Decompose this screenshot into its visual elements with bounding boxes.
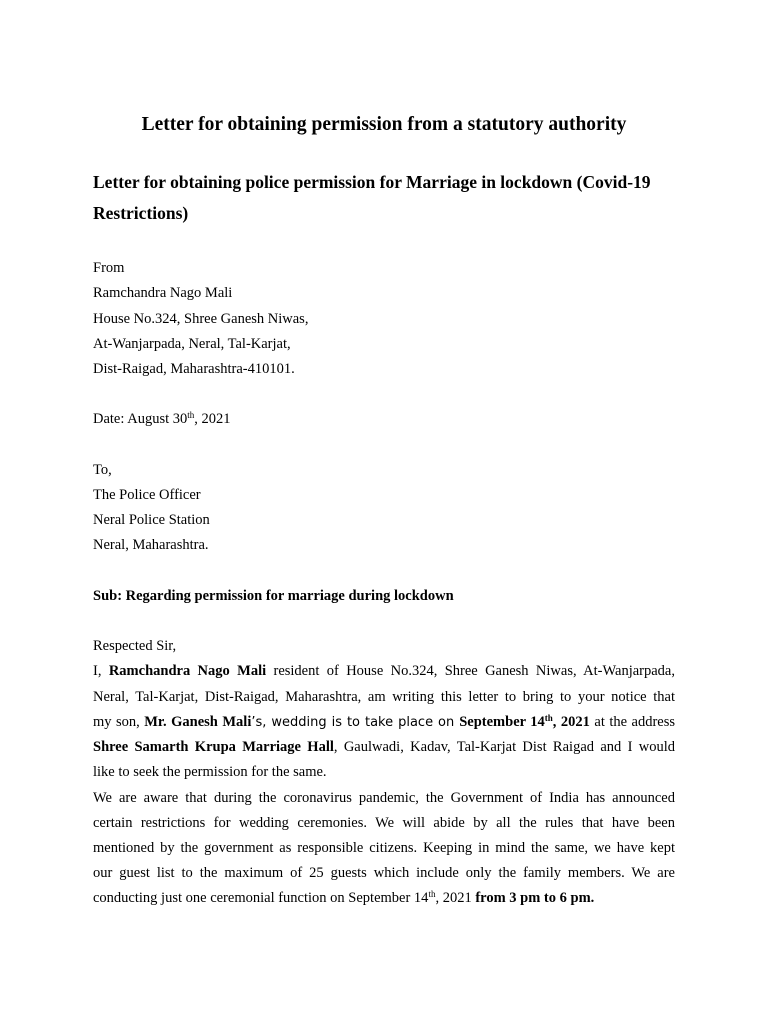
body-paragraph-1-line-3: my son, Mr. Ganesh Mali’s, wedding is to take place on September 14th, 2021 at the address bbox=[93, 713, 675, 730]
salutation: Respected Sir, bbox=[93, 638, 177, 654]
recipient-station: Neral Police Station bbox=[93, 512, 210, 528]
document-title: Letter for obtaining permission from a statutory authority bbox=[141, 114, 627, 135]
body-paragraph-1-line-5: like to seek the permission for the same. bbox=[93, 764, 327, 780]
subject-line: Sub: Regarding permission for marriage during lockdown bbox=[93, 588, 454, 604]
body-paragraph-1-line-1: I, Ramchandra Nago Mali resident of House No.324, Shree Ganesh Niwas, At-Wanjarpada, bbox=[93, 663, 675, 679]
from-label: From bbox=[93, 260, 125, 276]
recipient-location: Neral, Maharashtra. bbox=[93, 537, 209, 553]
body-paragraph-2-line-3: mentioned by the government as responsible citizens. Keeping in mind the same, we have kept bbox=[93, 840, 675, 856]
to-label: To, bbox=[93, 462, 112, 478]
body-paragraph-1-line-4: Shree Samarth Krupa Marriage Hall, Gaulwadi, Kadav, Tal-Karjat Dist Raigad and I would bbox=[93, 739, 675, 755]
body-paragraph-2-line-4: our guest list to the maximum of 25 guests which include only the family members. We are bbox=[93, 865, 675, 881]
letter-date: Date: August 30th, 2021 bbox=[93, 410, 231, 427]
body-paragraph-1-line-2: Neral, Tal-Karjat, Dist-Raigad, Maharashtra, am writing this letter to bring to your notice that bbox=[93, 689, 675, 705]
sender-name: Ramchandra Nago Mali bbox=[93, 285, 233, 301]
body-paragraph-2-line-2: certain restrictions for wedding ceremonies. We will abide by all the rules that have been bbox=[93, 815, 675, 831]
sender-address-line-2: At-Wanjarpada, Neral, Tal-Karjat, bbox=[93, 336, 291, 352]
recipient-title: The Police Officer bbox=[93, 487, 201, 503]
document-subtitle: Letter for obtaining police permission for Marriage in lockdown (Covid-19 Restrictions) bbox=[93, 172, 651, 223]
sender-address-line-3: Dist-Raigad, Maharashtra-410101. bbox=[93, 361, 295, 377]
sender-address-line-1: House No.324, Shree Ganesh Niwas, bbox=[93, 311, 309, 327]
body-paragraph-2-line-5: conducting just one ceremonial function on September 14th, 2021 from 3 pm to 6 pm. bbox=[93, 889, 595, 906]
body-paragraph-2-line-1: We are aware that during the coronavirus pandemic, the Government of India has announced bbox=[93, 790, 675, 806]
